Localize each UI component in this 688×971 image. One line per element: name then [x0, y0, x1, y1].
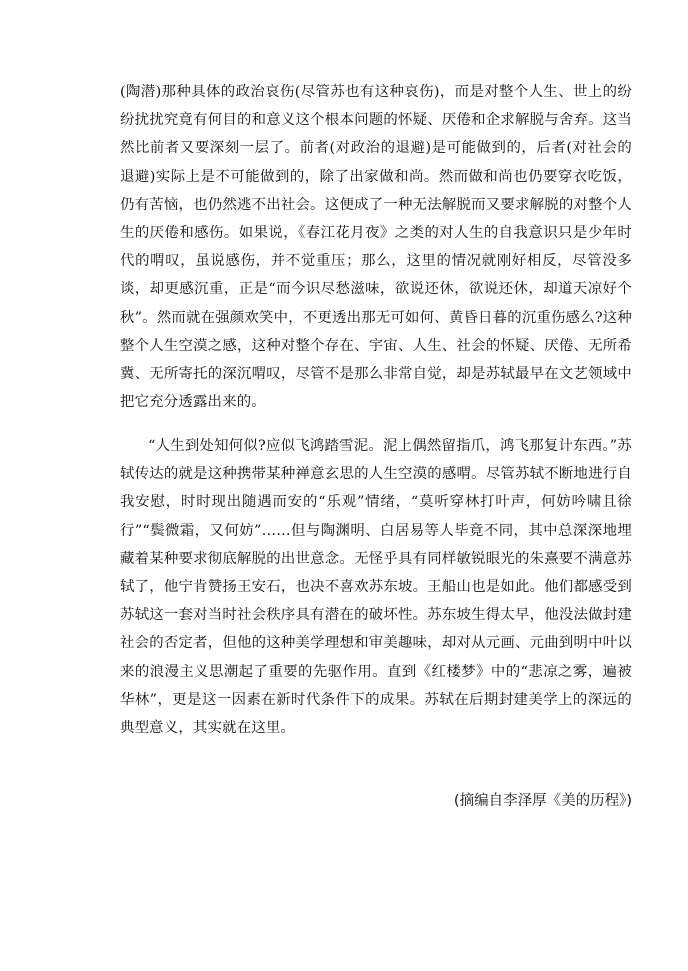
- source-citation: (摘编自李泽厚《美的历程》): [453, 793, 632, 809]
- paragraph-1: (陶潜)那种具体的政治哀伤(尽管苏也有这种哀伤)，而是对整个人生、世上的纷纷扰扰究竟有何目的和意义这个根本问题的怀疑、厌倦和企求解脱与舍弃。这当然比前者又要深刻一层了。前者(对政治的退避)是可能做到的，后者(对社会的退避)实际上是不可能做到的，除了出家做和尚。然而做和尚也仍要穿衣吃饭，仍有苦恼，也仍然逃不出社会。这便成了一种无法解脱而又要求解脱的对整个人生的厌倦和感伤。如果说，《春江花月夜》之类的对人生的自我意识只是少年时代的喟叹，虽说感伤，并不觉重压；那么，这里的情况就刚好相反，尽管没多谈，却更感沉重，正是“而今识尽愁滋味，欲说还休，欲说还休，却道天凉好个秋”。然而就在强颜欢笑中，不更透出那无可如何、黄昏日暮的沉重伤感么?这种整个人生空漠之感，这种对整个存在、宇宙、人生、社会的怀疑、厌倦、无所希冀、无所寄托的深沉喟叹，尽管不是那么非常自觉，却是苏轼最早在文艺领域中把它充分透露出来的。: [120, 84, 632, 411]
- paragraph-2: “人生到处知何似?应似飞鸿踏雪泥。泥上偶然留指爪，鸿飞那复计东西。”苏轼传达的就是这种携带某种禅意玄思的人生空漠的感喟。尽管苏轼不断地进行自我安慰，时时现出随遇而安的“乐观”情绪，“莫听穿林打叶声，何妨吟啸且徐行”“鬓微霜，又何妨”……但与陶渊明、白居易等人毕竟不同，其中总深深地埋藏着某种要求彻底解脱的出世意念。无怪乎具有同样敏锐眼光的朱熹要不满意苏轼了，他宁肯赞扬王安石，也决不喜欢苏东坡。王船山也是如此。他们都感受到苏轼这一套对当时社会秩序具有潜在的破坏性。苏东坡生得太早，他没法做封建社会的否定者，但他的这种美学理想和审美趣味，却对从元画、元曲到明中叶以来的浪漫主义思潮起了重要的先驱作用。直到《红楼梦》中的“悲凉之雾，遍被华林”，更是这一因素在新时代条件下的成果。苏轼在后期封建美学上的深远的典型意义，其实就在这里。: [120, 438, 632, 737]
